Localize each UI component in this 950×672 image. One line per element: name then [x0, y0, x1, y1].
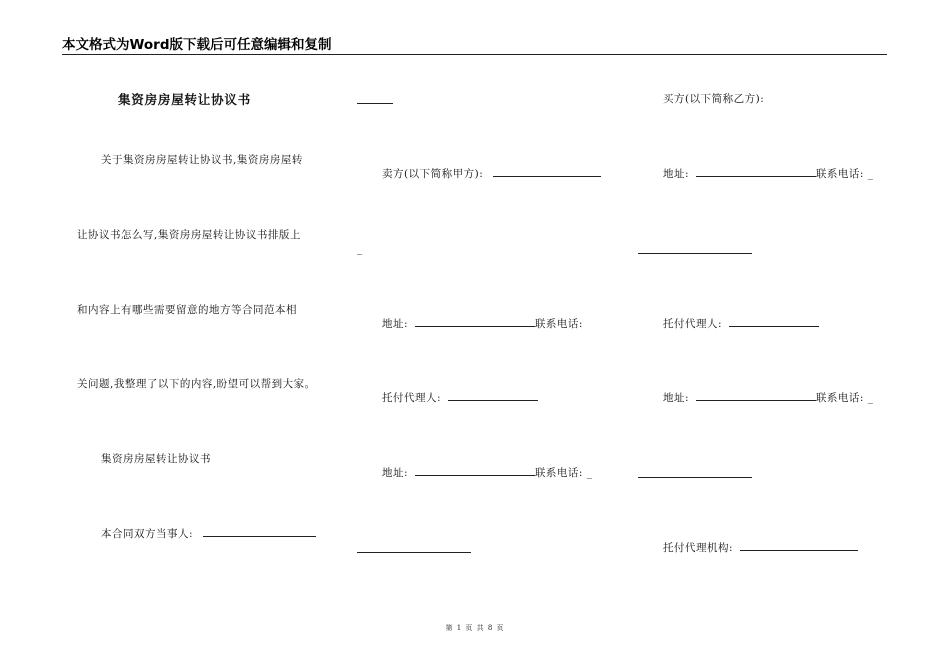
phone-underscore: _: [867, 168, 874, 180]
parties-row: [101, 528, 316, 541]
address-blank[interactable]: [415, 325, 535, 327]
seller-blank[interactable]: [493, 175, 601, 177]
phone-blank-line[interactable]: [638, 253, 752, 254]
agent-label: 托付代理人:: [382, 392, 442, 404]
seller-agent-address-row: [382, 467, 593, 480]
buyer-agent-address-row: [663, 392, 874, 405]
phone-label: 联系电话:: [815, 168, 864, 180]
address-label: 地址:: [382, 467, 409, 479]
intro-line-1: 关于集资房房屋转让协议书,集资房房屋转: [101, 154, 303, 166]
agent-blank[interactable]: [448, 399, 538, 401]
phone-label: 联系电话:: [815, 392, 864, 404]
document-title: 集资房房屋转让协议书: [118, 92, 252, 107]
seller-address-row: [382, 318, 583, 331]
section-subtitle: 集资房房屋转让协议书: [101, 453, 211, 465]
seller-label: 卖方(以下简称甲方):: [382, 168, 484, 180]
address-blank[interactable]: [696, 399, 816, 401]
buyer-address-row: [663, 168, 874, 181]
address-label: 地址:: [663, 392, 690, 404]
seller-agent-row: [382, 392, 538, 405]
phone-label: 联系电话:: [534, 467, 583, 479]
phone-underscore: _: [867, 392, 874, 404]
phone-label: 联系电话:: [534, 318, 583, 330]
agent-label: 托付代理人:: [663, 318, 723, 330]
address-blank[interactable]: [696, 175, 816, 177]
address-blank[interactable]: [415, 474, 535, 476]
address-label: 地址:: [382, 318, 409, 330]
phone-blank-line[interactable]: [638, 477, 752, 478]
parties-blank[interactable]: [203, 535, 316, 537]
top-blank-line[interactable]: [357, 103, 393, 104]
phone-blank-line[interactable]: [357, 552, 471, 553]
intro-line-2: 让协议书怎么写,集资房房屋转让协议书排版上: [77, 229, 301, 241]
phone-underscore: _: [586, 467, 593, 479]
buyer-agent-row: [663, 318, 819, 331]
agency-blank[interactable]: [740, 549, 858, 551]
address-label: 地址:: [663, 168, 690, 180]
agency-row: [663, 542, 858, 555]
buyer-label: 买方(以下简称乙方):: [663, 93, 765, 105]
document-header: 本文格式为Word版下载后可任意编辑和复制: [62, 36, 887, 55]
seller-row: [382, 168, 601, 181]
page-number: 第 1 页 共 8 页: [445, 624, 505, 632]
agent-blank[interactable]: [729, 325, 819, 327]
parties-label: 本合同双方当事人:: [101, 528, 194, 540]
agency-label: 托付代理机构:: [663, 542, 734, 554]
intro-line-4: 关问题,我整理了以下的内容,盼望可以帮到大家。: [77, 378, 316, 390]
seller-continuation: _: [357, 243, 363, 255]
intro-line-3: 和内容上有哪些需要留意的地方等合同范本相: [77, 304, 297, 316]
